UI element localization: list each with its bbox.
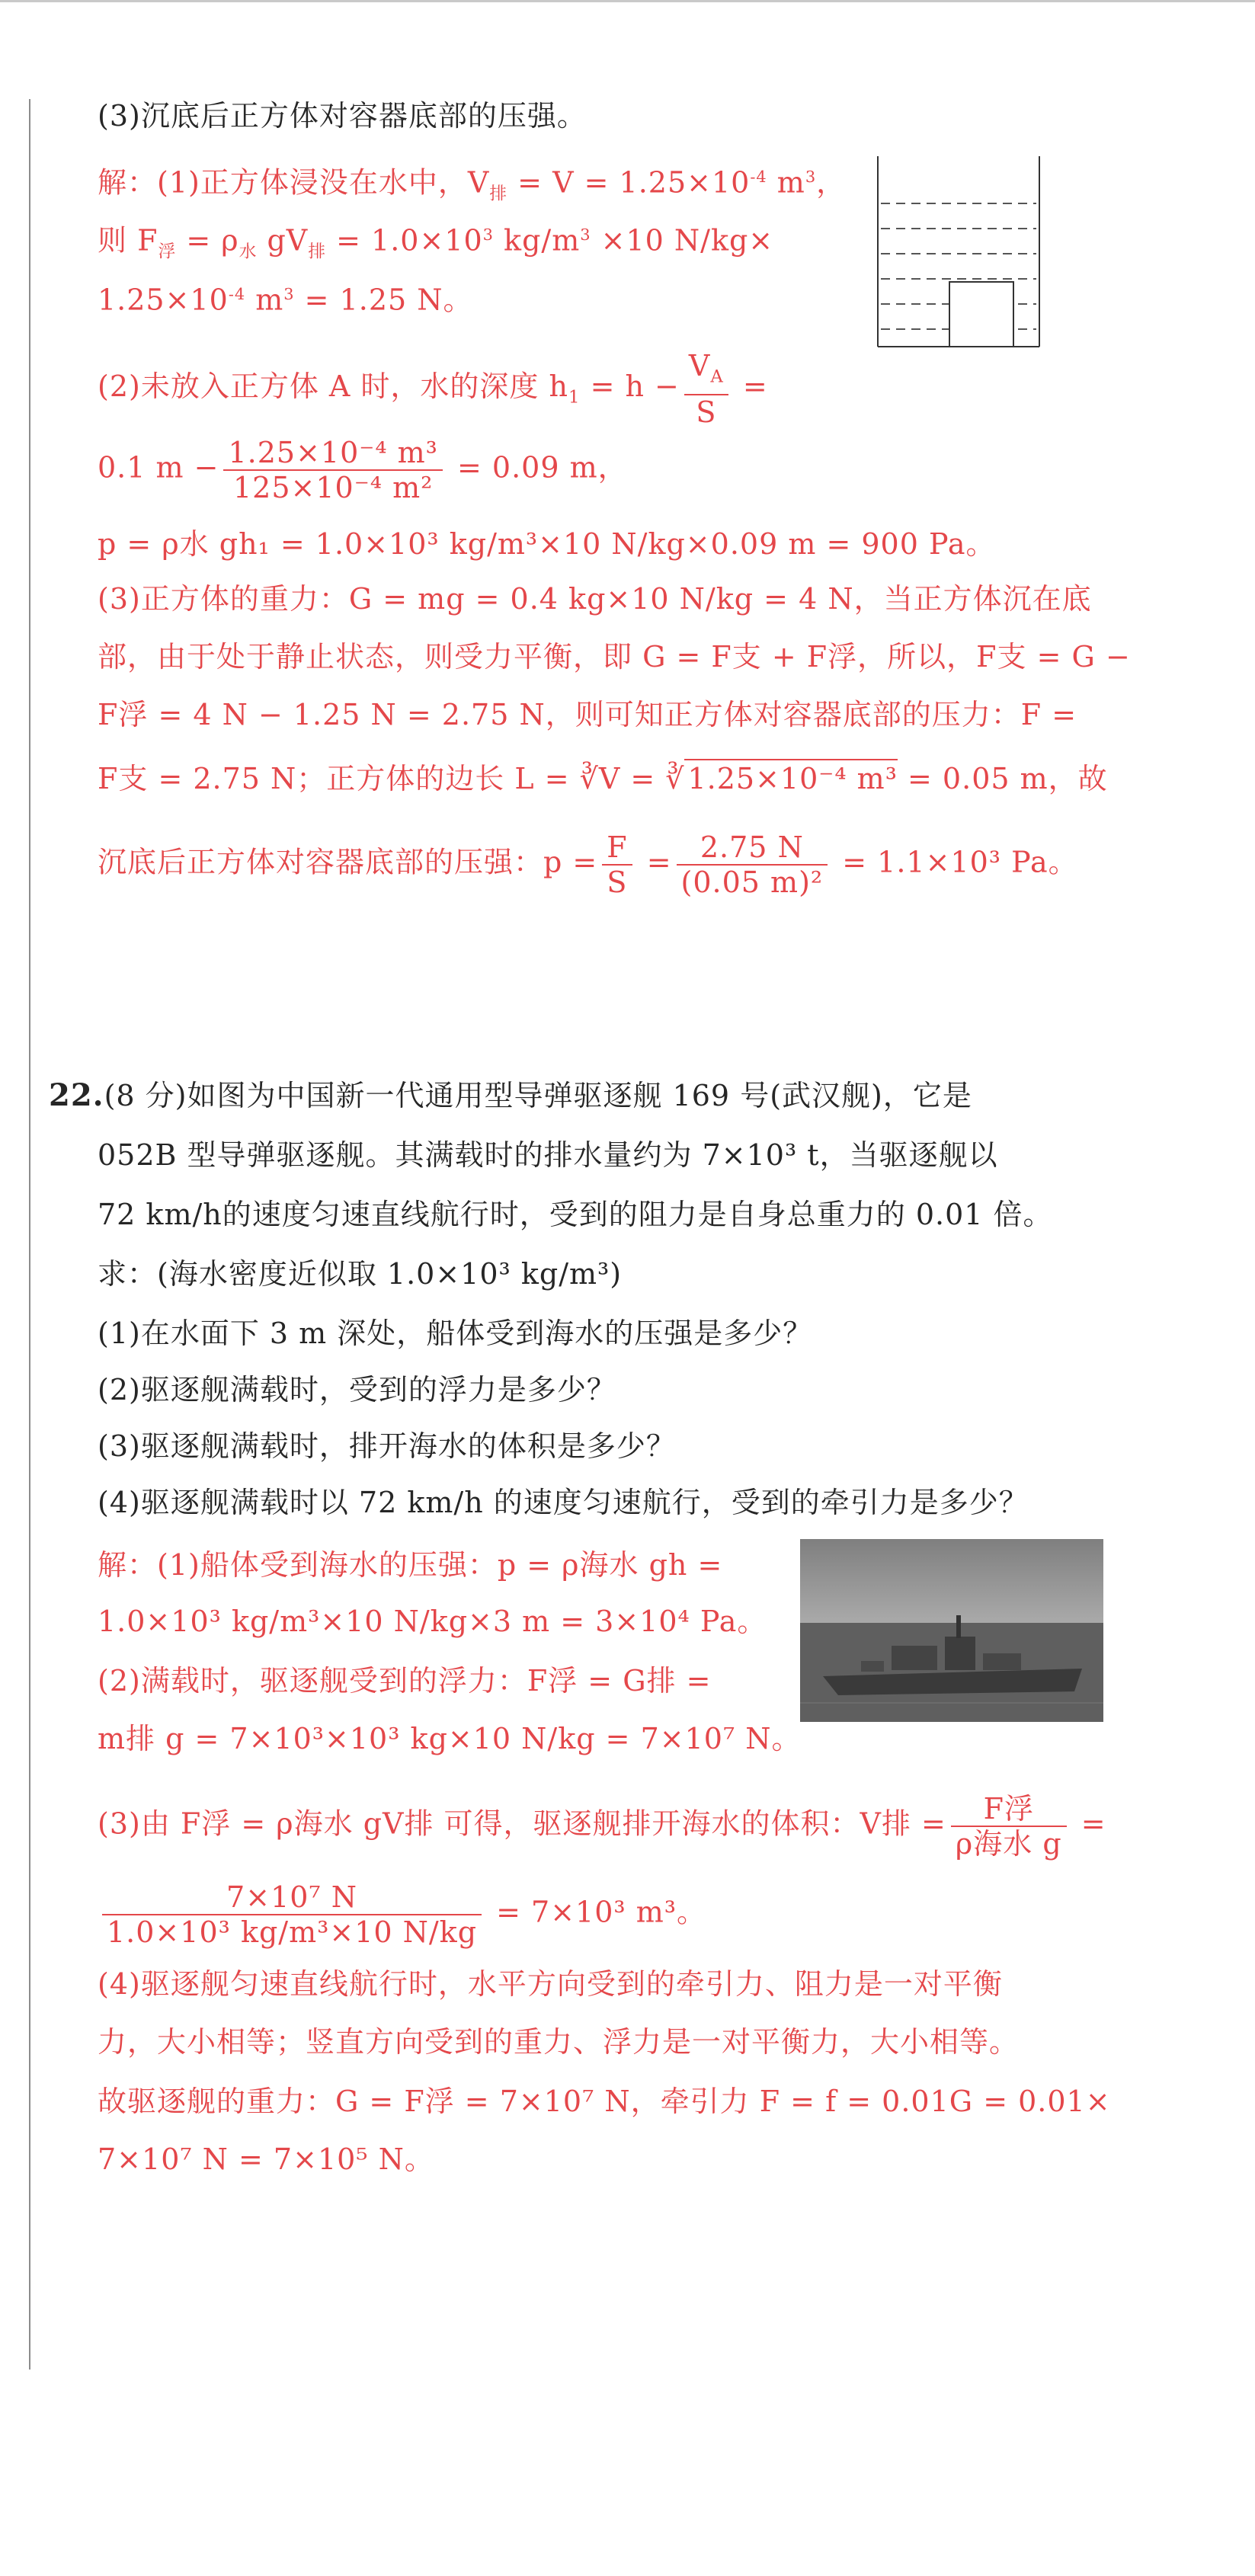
container-diagram: [875, 156, 1044, 350]
q22-question-4: (4)驱逐舰满载时以 72 km/h 的速度匀速航行，受到的牵引力是多少？: [98, 1486, 1029, 1519]
q21-sol3-line5: 沉底后正方体对容器底部的压强：p = $\frac{F}{S}$ = $\frac{2.75 N}{\text{(0.05 m)²}}$ = 1.1×10³ Pa。: [98, 830, 1078, 899]
q22-answer3-line1: (3)由 F浮 = ρ海水 gV排 可得，驱逐舰排开海水的体积：V排 = $\frac{\text{F浮}}{\text{ρ海水 g}}$ =: [98, 1792, 1106, 1861]
q22-answer4-line3: 故驱逐舰的重力：G = F浮 = 7×10⁷ N，牵引力 F = f = 0.01G = 0.01×: [98, 2085, 1111, 2118]
q21-sol2-line1: (2)未放入正方体 A 时，水的深度 $h_1 = h$ − $\frac{V_A}{S}$ =: [98, 349, 768, 429]
q22-question-1: (1)在水面下 3 m 深处，船体受到海水的压强是多少？: [98, 1317, 813, 1350]
q22-answer4-line1: (4)驱逐舰匀速直线航行时，水平方向受到的牵引力、阻力是一对平衡: [98, 1967, 1003, 2001]
q22-answer1-line1: 解：(1)船体受到海水的压强：p = ρ海水 gh =: [98, 1548, 723, 1582]
q21-sol3-line1: (3)正方体的重力：G = mg = 0.4 kg×10 N/kg = 4 N，当正方体沉在底: [98, 582, 1092, 616]
q22-answer4-line2: 力，大小相等；竖直方向受到的重力、浮力是一对平衡力，大小相等。: [98, 2025, 1020, 2059]
q22-stem-line2: 052B 型导弹驱逐舰。其满载时的排水量约为 7×10³ t，当驱逐舰以: [98, 1138, 998, 1172]
q21-sol2-line3: p = ρ水 gh₁ = 1.0×10³ kg/m³×10 N/kg×0.09 m = 900 Pa。: [98, 527, 996, 561]
cube-block: [949, 282, 1013, 347]
q21-sol3-line4: F支 = 2.75 N；正方体的边长 L = ∛V = ∛ 1.25×10⁻⁴ m³ = 0.05 m，故: [98, 759, 1108, 797]
q22-question-2: (2)驱逐舰满载时，受到的浮力是多少？: [98, 1373, 616, 1406]
q22-answer1-line2: 1.0×10³ kg/m³×10 N/kg×3 m = 3×10⁴ Pa。: [98, 1605, 767, 1638]
q21-sol1-line2: 则 $F_浮 = \rho_水$ $gV_排 = 1.0\times 10^3$ $kg/m^3 \times 10$ N/kg×: [98, 223, 774, 262]
q22-stem-line3: 72 km/h的速度匀速直线航行时，受到的阻力是自身总重力的 0.01 倍。: [98, 1198, 1053, 1231]
q22-question-3: (3)驱逐舰满载时，排开海水的体积是多少？: [98, 1429, 676, 1463]
q22-answer3-line2: $\frac{\text{7×10⁷ N}}{\text{1.0×10³ kg/m³×10 N/kg}}$ = 7×10³ m³。: [98, 1880, 706, 1949]
q22-answer2-line2: m排 g = 7×10³×10³ kg×10 N/kg = 7×10⁷ N。: [98, 1722, 802, 1755]
q21-part3-prompt: (3)沉底后正方体对容器底部的压强。: [98, 99, 587, 133]
q21-sol3-line3: F浮 = 4 N − 1.25 N = 2.75 N，则可知正方体对容器底部的压力：F =: [98, 698, 1077, 731]
q22-answer4-line4: 7×10⁷ N = 7×10⁵ N。: [98, 2142, 434, 2176]
destroyer-ship-photo: [800, 1539, 1103, 1722]
q22-stem-line1: 22.(8 分)如图为中国新一代通用型导弹驱逐舰 169 号(武汉舰)，它是: [49, 1077, 972, 1113]
q22-answer2-line1: (2)满载时，驱逐舰受到的浮力：F浮 = G排 =: [98, 1664, 712, 1698]
top-border: [0, 0, 1255, 2]
q21-sol1-line3: $1.25\times 10^{-4}$ $m^3 = 1.25$ N。: [98, 283, 473, 317]
left-margin-rule: [29, 99, 30, 2370]
q21-sol2-line2: 0.1 m − $\frac{\text{1.25×10⁻⁴ m³}}{\text{125×10⁻⁴ m²}}$ = 0.09 m，: [98, 436, 628, 504]
q22-stem-line4: 求：(海水密度近似取 1.0×10³ kg/m³): [98, 1257, 623, 1291]
q21-sol3-line2: 部，由于处于静止状态，则受力平衡，即 G = F支 + F浮，所以，F支 = G −: [98, 640, 1131, 674]
q21-sol1-line1: 解：(1)正方体浸没在水中，$V_排 = V = 1.25\times 10^{-4}$ $m^3$，: [98, 165, 847, 204]
